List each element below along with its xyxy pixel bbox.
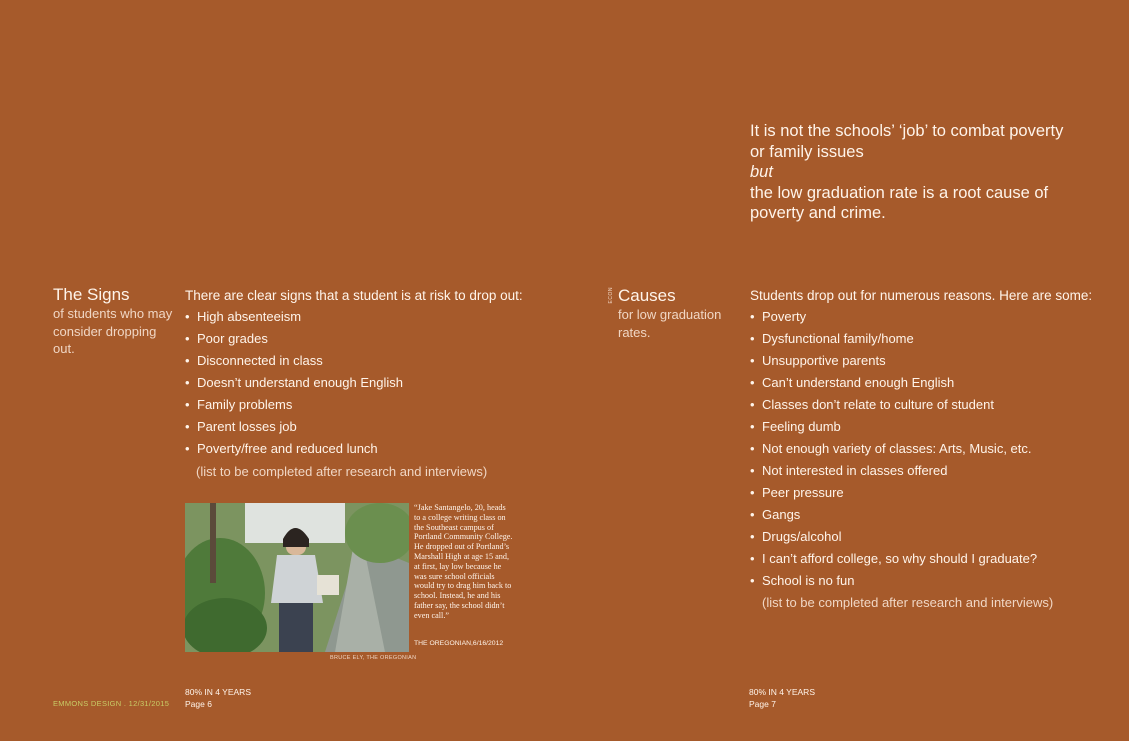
quote-line-emphasis: but — [750, 163, 773, 181]
section-subtitle — [53, 305, 178, 358]
pull-quote — [750, 121, 1110, 224]
list-note: (list to be completed after research and interviews) — [762, 595, 1054, 610]
signs-heading-block — [53, 285, 178, 358]
list-item: • Dysfunctional family/home — [750, 331, 914, 346]
signs-list — [185, 306, 403, 460]
footer-title: 80% IN 4 YEARS — [749, 687, 815, 697]
photo-credit: BRUCE ELY, THE OREGONIAN — [330, 655, 417, 661]
footer-title: 80% IN 4 YEARS — [185, 687, 251, 697]
list-item: • Doesn’t understand enough English — [185, 375, 403, 390]
causes-list — [750, 306, 1037, 592]
list-item: • Disconnected in class — [185, 353, 323, 368]
list-item: • School is no fun — [750, 573, 855, 588]
vertical-tag: ECON — [608, 287, 614, 304]
quote-line: the low graduation rate is a root cause of — [750, 183, 1049, 202]
signs-lead: There are clear signs that a student is at risk to drop out: — [185, 288, 523, 303]
section-title: The Signs — [53, 285, 130, 304]
page-footer-left — [185, 686, 251, 710]
list-item: • High absenteeism — [185, 309, 302, 324]
list-item: • Drugs/alcohol — [750, 529, 842, 544]
photo-quote: “Jake Santangelo, 20, heads to a college writing class on the Southeast campus of Portland Community College. He dropped out of Portland’s Marshall High at age 15 and, at first, lay low because he was sure school officials would try to drag him back to school. Instead, he and his father say, the school didn’t even call.” — [414, 503, 513, 620]
causes-lead: Students drop out for numerous reasons. Here are some: — [750, 288, 1093, 303]
subtitle-line: consider dropping — [53, 323, 157, 339]
quote-line: or family issues — [750, 142, 864, 161]
subtitle-line: for low graduation — [618, 307, 722, 322]
quote-line: It is not the schools’ ‘job’ to combat poverty — [750, 122, 1064, 140]
list-item: • Poverty/free and reduced lunch — [185, 441, 378, 456]
section-subtitle — [618, 306, 743, 341]
list-note: (list to be completed after research and interviews) — [196, 464, 488, 479]
list-item: • Feeling dumb — [750, 419, 841, 434]
list-item: • Peer pressure — [750, 485, 844, 500]
list-item: • Unsupportive parents — [750, 353, 886, 368]
subtitle-line: out. — [53, 341, 75, 356]
student-photo — [185, 503, 409, 652]
quote-line: poverty and crime. — [750, 204, 886, 222]
section-title: Causes — [618, 286, 676, 305]
photo-illustration — [185, 503, 409, 652]
page-number: Page 6 — [185, 699, 212, 709]
page-number: Page 7 — [749, 699, 776, 709]
page-footer-right — [749, 686, 815, 710]
list-item: • Poverty — [750, 309, 807, 324]
list-item: • Can’t understand enough English — [750, 375, 955, 390]
list-item: • Parent losses job — [185, 419, 297, 434]
photo-source: THE OREGONIAN,6/16/2012 — [414, 640, 504, 647]
list-item: • Poor grades — [185, 331, 268, 346]
list-item: • Not interested in classes offered — [750, 463, 948, 478]
subtitle-line: of students who may — [53, 306, 173, 321]
subtitle-line: rates. — [618, 324, 651, 340]
causes-heading-block — [618, 286, 743, 341]
list-item: • Gangs — [750, 507, 801, 522]
list-item: • I can’t afford college, so why should I graduate? — [750, 551, 1038, 566]
footer-brand: EMMONS DESIGN . 12/31/2015 — [53, 699, 170, 708]
list-item: • Not enough variety of classes: Arts, Music, etc. — [750, 441, 1032, 456]
list-item: • Classes don’t relate to culture of student — [750, 397, 994, 412]
list-item: • Family problems — [185, 397, 293, 412]
